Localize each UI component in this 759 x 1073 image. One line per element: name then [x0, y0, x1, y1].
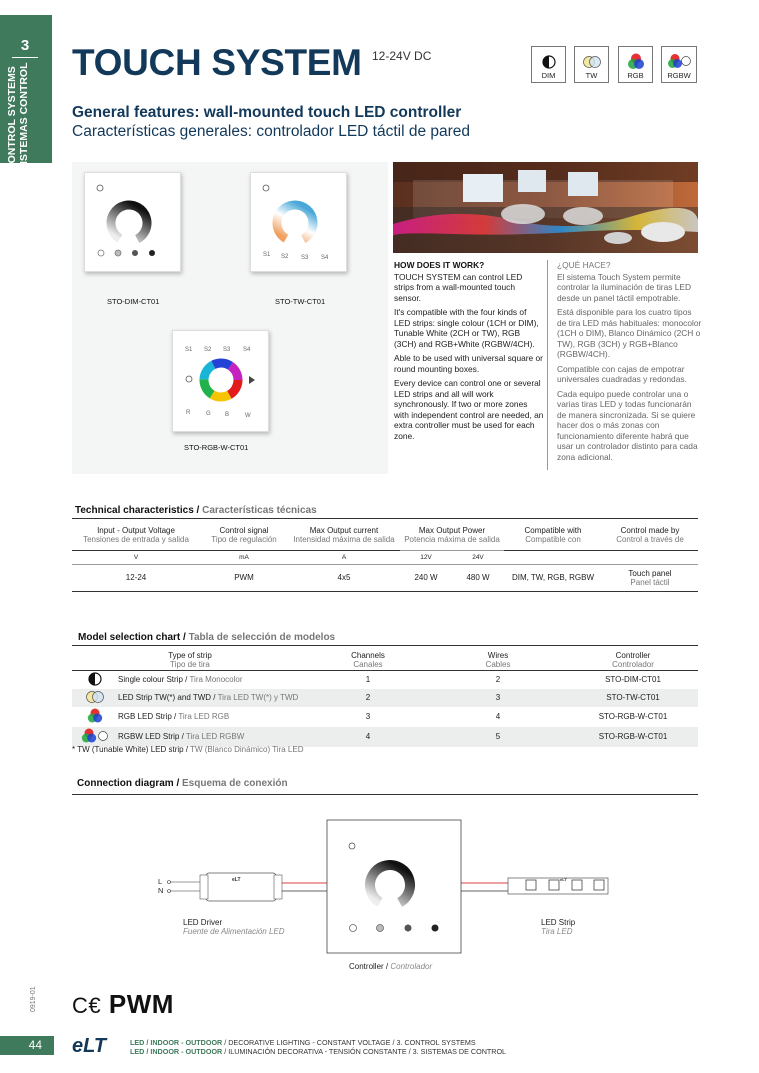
model-cell: STO-DIM-CT01: [605, 675, 661, 684]
rgbw-icon: [80, 727, 110, 745]
type-rgb-label: RGB: [627, 71, 644, 80]
tech-header-es: Compatible con: [525, 535, 581, 544]
general-features-es: Características generales: controlador LED táctil de pared: [72, 123, 471, 140]
rgb-panel-image: [172, 330, 269, 432]
type-dim-badge: [531, 46, 566, 83]
tw-panel-graphic: [251, 173, 348, 273]
channels-cell: 2: [308, 689, 428, 707]
rgb-s3-label: S3: [223, 347, 231, 353]
model-title-en: Model selection chart /: [78, 632, 186, 643]
section-number: 3: [20, 37, 30, 54]
tech-rule: [72, 518, 698, 519]
ce-mark-icon: C€: [72, 993, 102, 1018]
tw-icon: [84, 689, 106, 705]
value-cell: 240 W: [400, 564, 452, 591]
page-number: 44: [0, 1036, 54, 1055]
dim-panel-image: [84, 172, 181, 272]
how-paragraph-en: Able to be used with universal square or round mounting boxes.: [394, 353, 543, 374]
value-cell: 4x5: [288, 564, 400, 591]
tech-value-row: [72, 564, 698, 591]
pwm-label: PWM: [108, 989, 174, 1019]
how-paragraph-en: It's compatible with the four kinds of LED strips: single colour (1CH or DIM), Tunable White (2CH or TW), RGB (3CH) and RGB+White (RGBW/4CH).: [394, 307, 539, 349]
unit-cell: A: [288, 550, 400, 564]
how-paragraph-es: Está disponible para los cuatro tipos de tira LED más habituales: monocolor (1CH o DIM), Blanco Dinámico (2CH o TW), RGB (3CH) y RGB+Blanco (RGBW/4CH).: [557, 307, 702, 359]
how-paragraph-en: Every device can control one or several LED strips and all will work synchronously. If two or more zones with independent control are needed, an extra controller must be used for each zone.: [394, 378, 544, 441]
column-divider: [547, 260, 548, 470]
dim-icon: [87, 671, 103, 687]
type-tw-label: TW: [585, 71, 598, 80]
model-header-es: Controlador: [612, 659, 654, 669]
rgb-b-label: B: [225, 412, 230, 418]
controller-caption: [349, 962, 432, 971]
rgb-r-label: R: [186, 410, 191, 416]
value-cell-es: Panel táctil: [630, 577, 670, 587]
how-paragraph-es: Compatible con cajas de empotrar universales cuadradas y redondas.: [557, 363, 687, 384]
table-row: [72, 670, 698, 689]
driver-label-es: Fuente de Alimentación LED: [183, 927, 285, 936]
tech-header: Control made by: [620, 526, 680, 535]
strip-label-en: LED Strip: [541, 918, 576, 927]
rgb-caption: STO-RGB-W-CT01: [184, 443, 249, 452]
led-strip: [508, 877, 608, 894]
value-cell: DIM, TW, RGB, RGBW: [504, 564, 602, 591]
how-it-works-en: [394, 260, 544, 441]
strip-type-es: Tira Monocolor: [189, 675, 243, 684]
model-cell: STO-TW-CT01: [568, 689, 698, 707]
connection-section-title: [77, 778, 288, 789]
tech-unit-row: [72, 550, 698, 564]
model-title-es: Tabla de selección de modelos: [188, 632, 336, 643]
section-label-en: CONTROL SYSTEMS: [6, 66, 18, 171]
rgb-s4-label: S4: [243, 347, 251, 353]
wires-cell: 4: [495, 712, 501, 721]
controller-label-es: Controlador: [390, 962, 433, 971]
rgb-icon: [625, 51, 647, 73]
strip-type: LED Strip TW(*) and TWD /: [118, 693, 216, 702]
how-paragraph-en: TOUCH SYSTEM can control LED strips from a wall-mounted touch sensor.: [394, 271, 523, 303]
tech-header-es: Tensiones de entrada y salida: [83, 535, 189, 544]
model-header-es: Canales: [353, 659, 383, 669]
tech-section-title: [75, 505, 317, 516]
wires-cell: 5: [428, 727, 568, 747]
rgb-g-label: G: [206, 411, 211, 417]
type-rgbw-badge: [661, 46, 697, 83]
table-row: [72, 707, 698, 727]
tw-s1-label: S1: [263, 252, 271, 258]
wires-cell: 2: [495, 675, 501, 684]
led-driver: [200, 873, 282, 901]
table-row: [72, 689, 698, 707]
tw-s2-label: S2: [281, 254, 289, 260]
type-dim-label: DIM: [541, 71, 556, 80]
footer-line-en: [130, 1038, 476, 1047]
svg-text:eLT: eLT: [232, 877, 241, 883]
model-rule: [72, 645, 698, 646]
photo-graphic: [393, 162, 698, 253]
footnote-es: TW (Blanco Dinámico) Tira LED: [190, 745, 304, 754]
channels-cell: 4: [308, 727, 428, 747]
general-features-en: General features: wall-mounted touch LED controller: [72, 104, 462, 121]
strip-type-es: Tira LED RGBW: [185, 732, 245, 741]
tech-header: Compatible with: [524, 526, 582, 535]
rgb-s2-label: S2: [204, 347, 212, 353]
model-header-es: Tipo de tira: [170, 659, 210, 669]
value-cell: PWM: [200, 564, 288, 591]
footer-line-es: [130, 1047, 506, 1056]
dim-panel-graphic: [85, 173, 182, 273]
tech-title-es: Características técnicas: [202, 505, 317, 516]
document-code: 0919-01: [30, 986, 37, 1012]
tech-table: [72, 526, 698, 592]
svg-text:eLT: eLT: [560, 877, 567, 882]
type-rgbw-label: RGBW: [667, 71, 691, 80]
l-terminal-label: L: [158, 877, 163, 886]
connection-rule: [72, 794, 698, 795]
tech-title-en: Technical characteristics /: [75, 505, 200, 516]
footer-brand: LED / INDOOR - OUTDOOR: [130, 1047, 223, 1056]
unit-cell: V: [72, 550, 200, 564]
how-it-works-es: [557, 260, 702, 462]
value-cell: 12-24: [72, 564, 200, 591]
pwm-badge: [72, 989, 174, 1020]
brand-logo: eLT: [72, 1035, 107, 1057]
tech-header-es: Potencia máxima de salida: [404, 535, 500, 544]
dim-caption: STO-DIM-CT01: [107, 297, 160, 306]
voltage-label: 12-24V DC: [372, 49, 432, 63]
model-header: Channels: [351, 650, 385, 660]
footer-brand: LED / INDOOR - OUTDOOR: [130, 1038, 223, 1047]
driver-label-en: LED Driver: [183, 918, 223, 927]
section-tab: [0, 15, 52, 171]
tech-header: Max Output Power: [418, 526, 486, 535]
model-table: [72, 650, 698, 747]
strip-caption: [541, 918, 575, 936]
tw-caption: STO-TW-CT01: [275, 297, 326, 306]
how-heading-es: ¿QUÉ HACE?: [557, 260, 611, 270]
strip-type-es: Tira LED RGB: [178, 712, 230, 721]
tech-header: Max Output current: [309, 526, 379, 535]
model-cell: STO-RGB-W-CT01: [568, 727, 698, 747]
model-header-row: [72, 650, 698, 670]
value-cell: 480 W: [452, 564, 504, 591]
unit-cell: 12V: [400, 550, 452, 564]
unit-cell: 24V: [452, 550, 504, 564]
model-header: Type of strip: [168, 650, 212, 660]
n-terminal-label: N: [158, 886, 164, 895]
strip-label-es: Tira LED: [541, 927, 573, 936]
tech-header-row: [72, 526, 698, 550]
connection-title-en: Connection diagram /: [77, 778, 180, 789]
controller-label-en: Controller /: [349, 962, 389, 971]
how-heading-en: HOW DOES IT WORK?: [394, 260, 485, 270]
rgb-panel-graphic: [173, 331, 270, 433]
channels-cell: 3: [365, 712, 371, 721]
wires-cell: 3: [428, 689, 568, 707]
driver-caption: [183, 918, 285, 936]
dim-icon: [538, 51, 560, 73]
tech-header: Input - Output Voltage: [97, 526, 175, 535]
page-title: TOUCH SYSTEM: [72, 42, 362, 83]
model-cell: STO-RGB-W-CT01: [598, 712, 668, 721]
section-label-es: SISTEMAS CONTROL: [18, 62, 30, 171]
strip-type: RGBW LED Strip /: [118, 732, 184, 741]
controller-panel: [327, 820, 461, 953]
footer-breadcrumb: / DECORATIVE LIGHTING - CONSTANT VOLTAGE / 3. CONTROL SYSTEMS: [222, 1038, 476, 1047]
connection-diagram: [150, 815, 620, 960]
tw-panel-image: [250, 172, 347, 272]
model-header: Wires: [487, 650, 509, 660]
rgb-icon: [86, 707, 104, 725]
model-header: Controller: [615, 650, 651, 660]
table-row: [72, 727, 698, 747]
rgbw-icon: [666, 51, 692, 73]
tw-s3-label: S3: [301, 255, 309, 261]
tech-header-es: Control a través de: [616, 535, 684, 544]
unit-cell: mA: [200, 550, 288, 564]
footer-breadcrumb: / ILUMINACIÓN DECORATIVA - TENSIÓN CONSTANTE / 3. SISTEMAS DE CONTROL: [222, 1047, 507, 1056]
how-paragraph-es: Cada equipo puede controlar una o varias tiras LED y todas funcionarán de manera sincronizada. Si se quiere hacer dos o más zonas con funcionamiento diferente habrá que usar un controlador distinto para cada zona adicional.: [557, 388, 698, 462]
section-divider: [12, 57, 38, 58]
strip-type: Single colour Strip /: [118, 675, 188, 684]
model-header-es: Cables: [485, 659, 511, 669]
model-section-title: [78, 632, 335, 643]
rgb-s1-label: S1: [185, 347, 193, 353]
tech-header-es: Intensidad máxima de salida: [293, 535, 395, 544]
type-rgb-badge: [618, 46, 653, 83]
connection-title-es: Esquema de conexión: [182, 778, 288, 789]
application-photo: [393, 162, 698, 253]
rgb-w-label: W: [245, 413, 251, 419]
how-paragraph-es: El sistema Touch System permite controlar la iluminación de tiras LED desde un panel táctil empotrable.: [557, 271, 692, 303]
tw-footnote: [72, 745, 303, 754]
tech-header: Control signal: [219, 526, 269, 535]
tw-s4-label: S4: [321, 255, 329, 261]
type-tw-badge: [574, 46, 609, 83]
section-label: [6, 62, 30, 171]
footnote-en: * TW (Tunable White) LED strip /: [72, 745, 189, 754]
value-cell: Touch panel: [628, 568, 672, 578]
strip-type-es: Tira LED TW(*) y TWD: [217, 693, 299, 702]
channels-cell: 1: [365, 675, 371, 684]
tech-header-es: Tipo de regulación: [211, 535, 277, 544]
tw-icon: [581, 51, 603, 73]
strip-type: RGB LED Strip /: [118, 712, 177, 721]
